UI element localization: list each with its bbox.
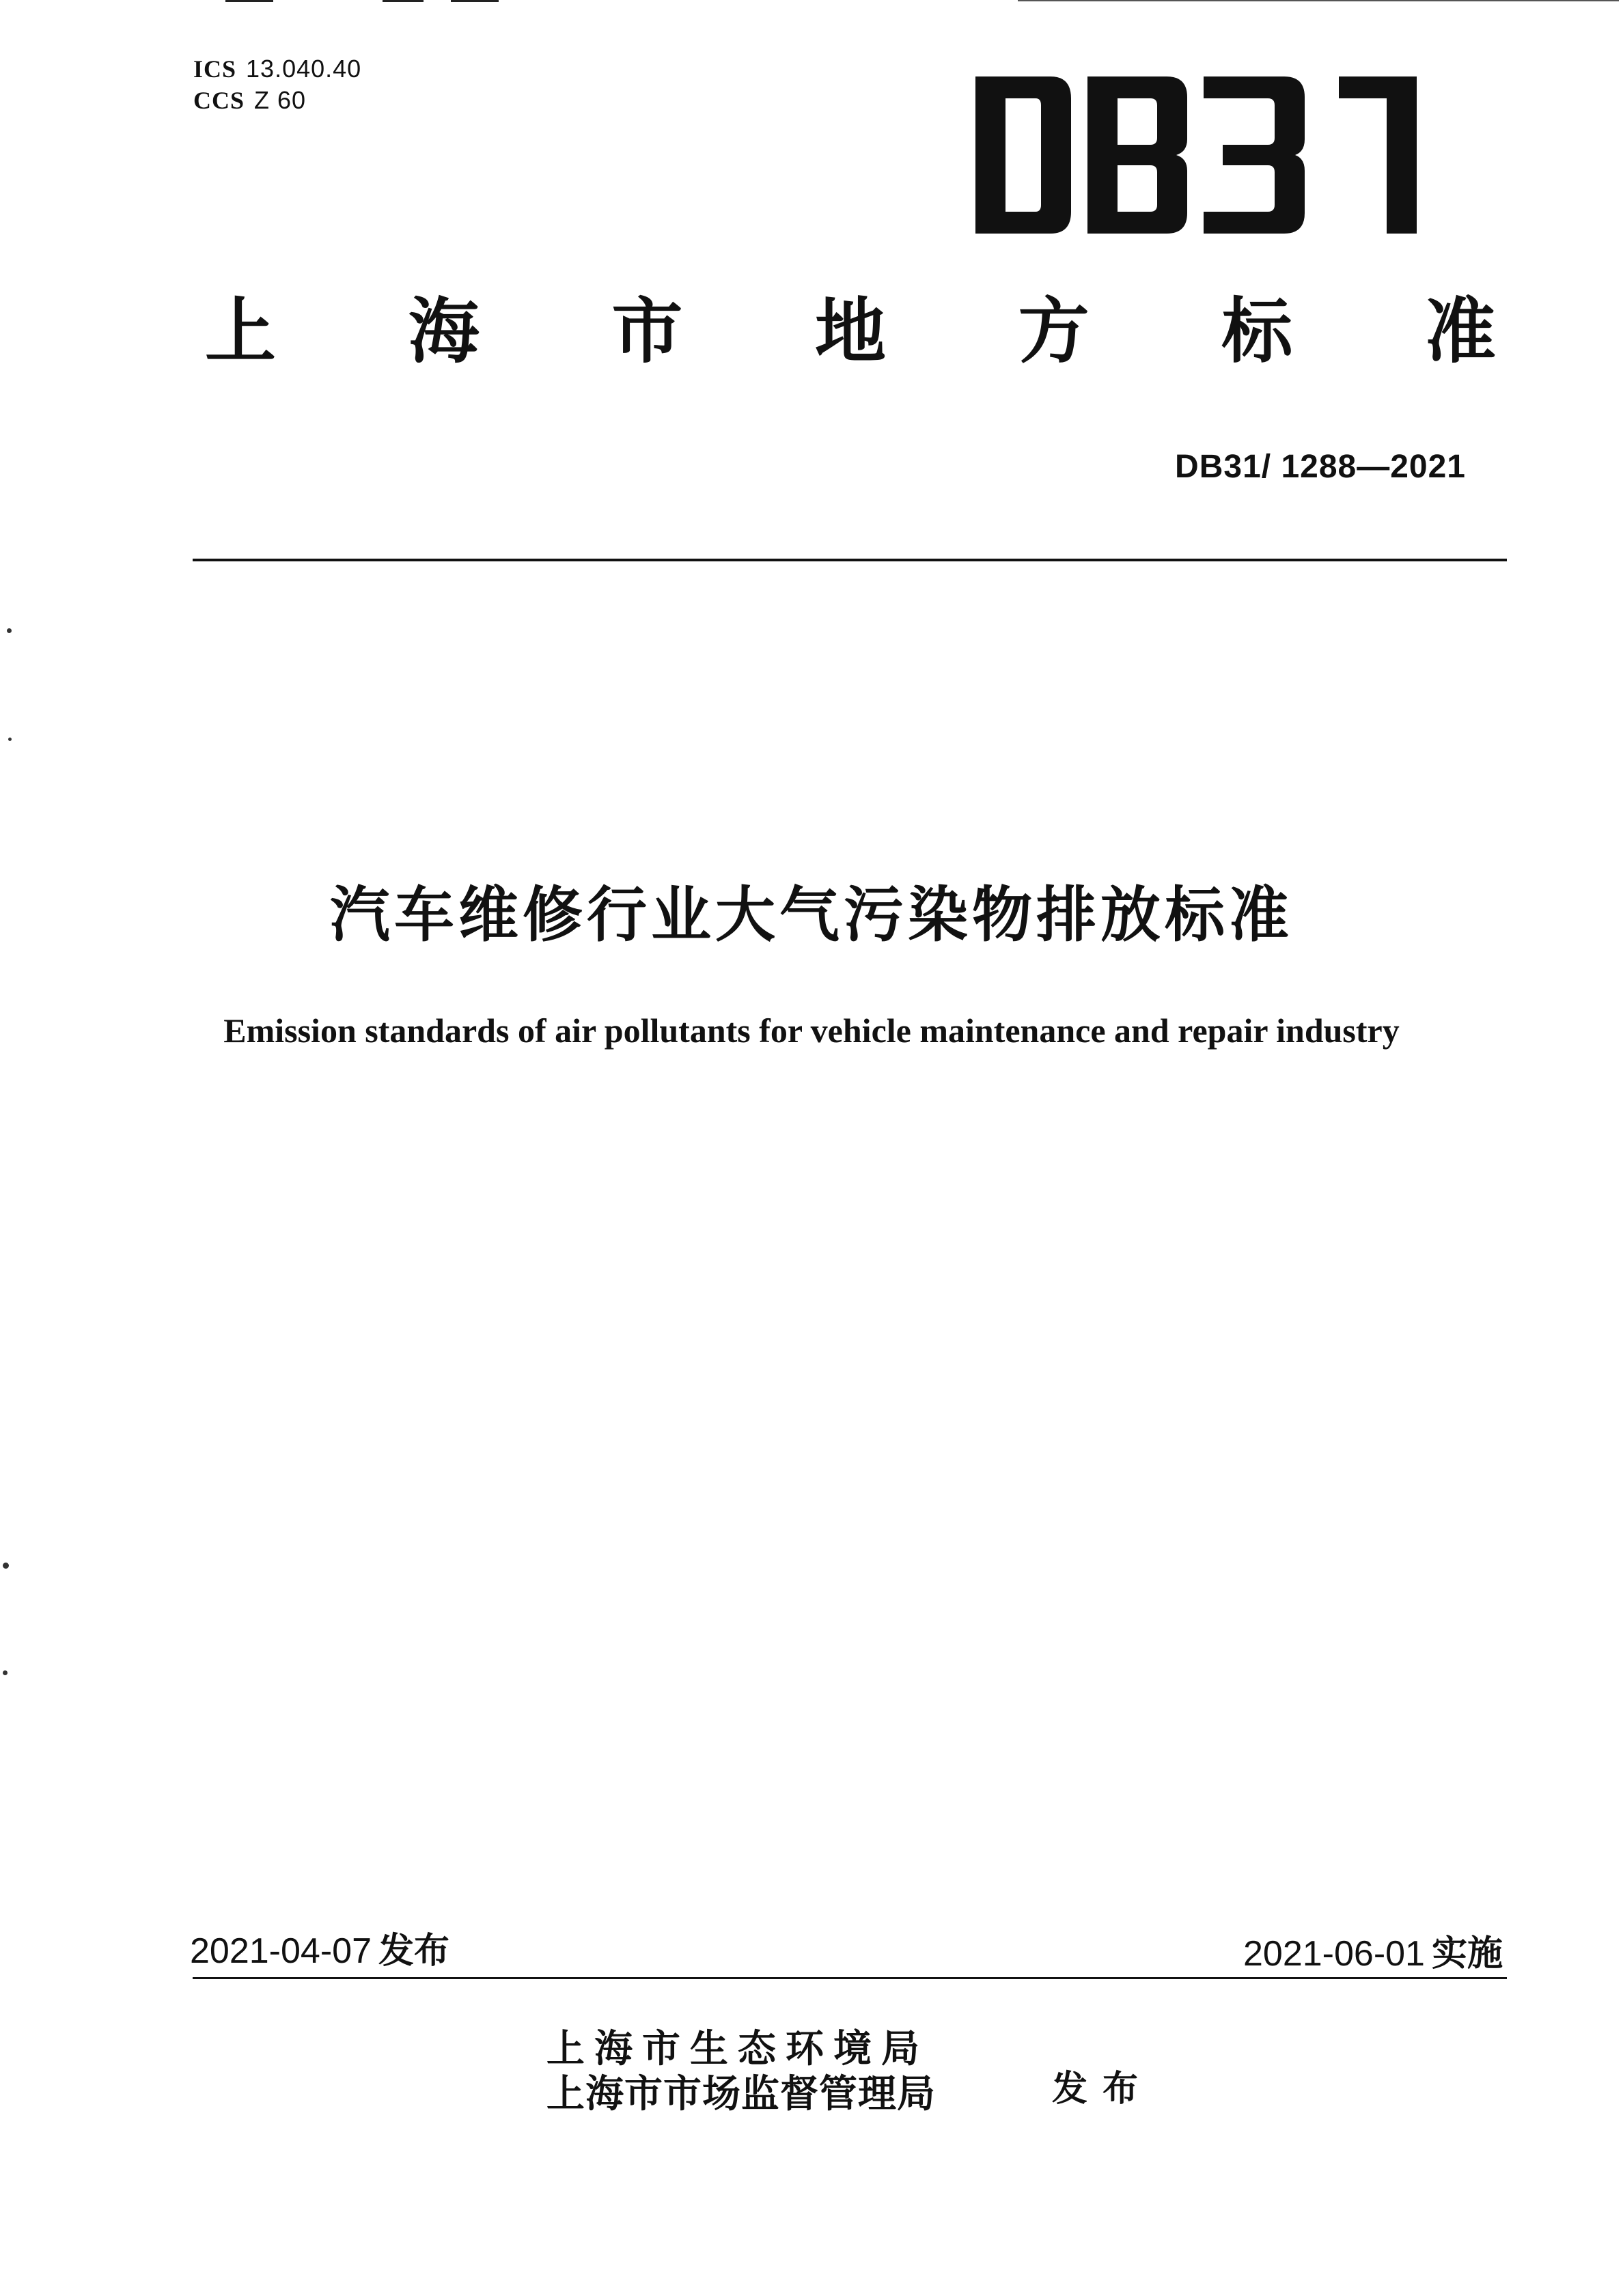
standard-type-char: 市 (611, 290, 683, 373)
implement-date: 2021-06-01 (1243, 1934, 1425, 1974)
issue-action-label: 发布 (1052, 2069, 1154, 2110)
standard-number: DB31/ 1288—2021 (1175, 449, 1466, 485)
standard-type-char: 地 (814, 290, 886, 373)
footer-divider (193, 1977, 1507, 1979)
standard-type-heading (205, 287, 1496, 376)
standard-type-char: 标 (1221, 290, 1293, 373)
implement-label: 实施 (1431, 1933, 1503, 1974)
publish-date-line (190, 1922, 449, 1973)
classification-codes (193, 53, 361, 116)
header-divider (193, 559, 1507, 561)
db31-logo (970, 71, 1421, 239)
implement-date-line (1243, 1924, 1503, 1976)
publish-date: 2021-04-07 (190, 1931, 372, 1971)
ics-value: 13.040.40 (246, 55, 362, 83)
scan-edge-mark (225, 0, 273, 2)
issuer-ecology-bureau: 上海市生态环境局 (546, 2027, 929, 2071)
scan-edge-mark (1018, 0, 1619, 1)
ccs-value: Z 60 (254, 86, 307, 114)
scan-speck (3, 1670, 8, 1675)
issuer-market-bureau: 上海市市场监督管理局 (546, 2072, 936, 2116)
scan-speck (3, 1563, 9, 1569)
scan-edge-mark (451, 0, 499, 2)
ics-code (193, 53, 361, 85)
scan-speck (8, 738, 12, 741)
scan-edge-mark (383, 0, 424, 2)
document-title-cn: 汽车维修行业大气污染物排放标准 (329, 880, 1293, 950)
ccs-code (193, 85, 361, 116)
document-title-en: Emission standards of air pollutants for vehicle maintenance and repair industry (223, 1011, 1400, 1050)
ccs-label: CCS (193, 87, 245, 114)
scan-speck (7, 628, 12, 633)
standard-type-char: 方 (1018, 290, 1090, 373)
ics-label: ICS (193, 55, 237, 83)
standard-type-char: 海 (408, 290, 480, 373)
publish-label: 发布 (378, 1931, 450, 1972)
issuing-authorities (546, 2027, 936, 2117)
standard-type-char: 准 (1424, 290, 1496, 373)
standard-type-char: 上 (205, 290, 277, 373)
